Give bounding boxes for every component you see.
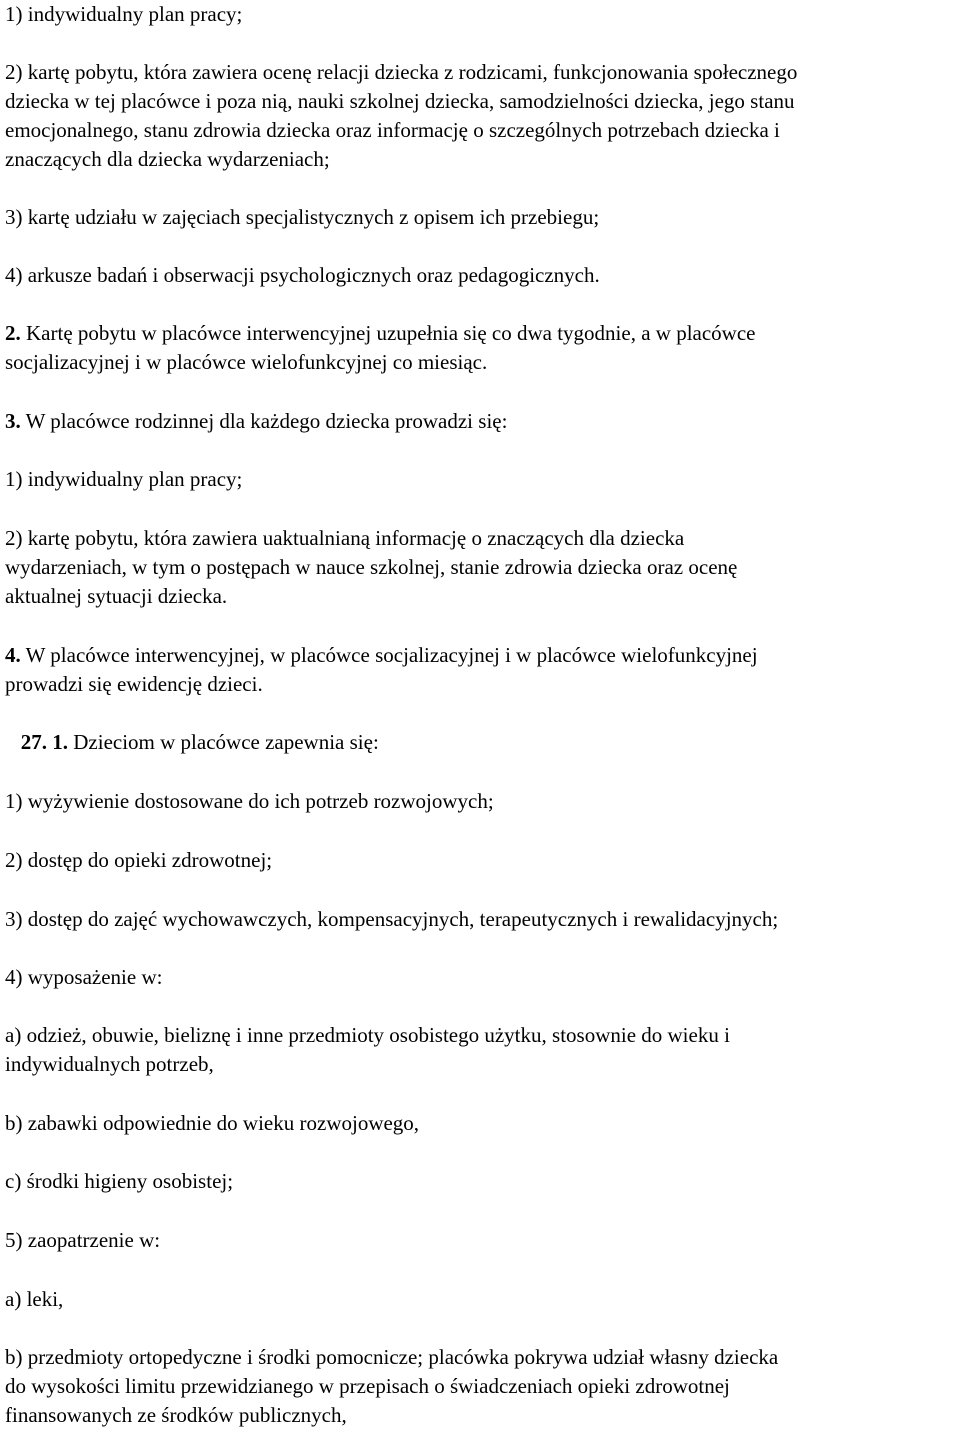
paragraph — [5, 465, 955, 494]
text-line: b) zabawki odpowiednie do wieku rozwojowego, — [5, 1111, 420, 1135]
paragraph — [5, 641, 955, 699]
text-line — [5, 319, 955, 348]
text-line: dziecka w tej placówce i poza nią, nauki szkolnej dziecka, samodzielności dziecka, jego stanu — [5, 89, 795, 113]
paragraph — [5, 1343, 955, 1430]
text-line: a) leki, — [5, 1287, 64, 1311]
text-line: 1) indywidualny plan pracy; — [5, 467, 243, 491]
text-line: b) przedmioty ortopedyczne i środki pomocnicze; placówka pokrywa udział własny dziecka — [5, 1345, 779, 1369]
text-line — [5, 641, 955, 670]
paragraph — [5, 846, 955, 875]
text-line: 2) dostęp do opieki zdrowotnej; — [5, 848, 273, 872]
paragraph — [5, 319, 955, 377]
text-run: W placówce interwencyjnej, w placówce socjalizacyjnej i w placówce wielofunkcyjnej — [20, 643, 758, 667]
paragraph-number: 3. — [5, 409, 21, 433]
text-line: do wysokości limitu przewidzianego w przepisach o świadczeniach opieki zdrowotnej — [5, 1374, 730, 1398]
text-run: Kartę pobytu w placówce interwencyjnej uzupełnia się co dwa tygodnie, a w placówce — [20, 321, 756, 345]
paragraph — [5, 787, 955, 816]
article-number: 27. 1. — [20, 730, 68, 754]
text-line — [5, 728, 955, 757]
text-line: 5) zaopatrzenie w: — [5, 1228, 161, 1252]
paragraph-number: 4. — [5, 643, 21, 667]
text-line: aktualnej sytuacji dziecka. — [5, 584, 228, 608]
text-line: 1) indywidualny plan pracy; — [5, 2, 243, 26]
text-line: c) środki higieny osobistej; — [5, 1169, 234, 1193]
text-line: indywidualnych potrzeb, — [5, 1052, 214, 1076]
paragraph — [5, 1109, 955, 1138]
text-line: 3) kartę udziału w zajęciach specjalistycznych z opisem ich przebiegu; — [5, 205, 600, 229]
paragraph — [5, 1226, 955, 1255]
text-line: 3) dostęp do zajęć wychowawczych, kompensacyjnych, terapeutycznych i rewalidacyjnych; — [5, 907, 779, 931]
text-line: 2) kartę pobytu, która zawiera ocenę relacji dziecka z rodzicami, funkcjonowania społecznego — [5, 60, 798, 84]
paragraph — [5, 0, 955, 29]
text-line: a) odzież, obuwie, bieliznę i inne przedmioty osobistego użytku, stosownie do wieku i — [5, 1023, 730, 1047]
text-run: W placówce rodzinnej dla każdego dziecka prowadzi się: — [20, 409, 508, 433]
paragraph — [5, 407, 955, 436]
text-line: wydarzeniach, w tym o postępach w nauce szkolnej, stanie zdrowia dziecka oraz ocenę — [5, 555, 738, 579]
paragraph — [5, 203, 955, 232]
paragraph — [5, 1021, 955, 1079]
text-line: finansowanych ze środków publicznych, — [5, 1403, 347, 1427]
paragraph — [5, 58, 955, 174]
text-line: 4) arkusze badań i obserwacji psychologicznych oraz pedagogicznych. — [5, 263, 600, 287]
paragraph-number: 2. — [5, 321, 21, 345]
text-line: 2) kartę pobytu, która zawiera uaktualnianą informację o znaczących dla dziecka — [5, 526, 685, 550]
text-line: znaczących dla dziecka wydarzeniach; — [5, 147, 330, 171]
text-line: socjalizacyjnej i w placówce wielofunkcyjnej co miesiąc. — [5, 350, 488, 374]
text-line: 4) wyposażenie w: — [5, 965, 163, 989]
paragraph — [5, 1285, 955, 1314]
text-line: 1) wyżywienie dostosowane do ich potrzeb rozwojowych; — [5, 789, 494, 813]
text-line: prowadzi się ewidencję dzieci. — [5, 672, 263, 696]
paragraph — [5, 261, 955, 290]
text-line — [5, 407, 955, 436]
text-line: emocjonalnego, stanu zdrowia dziecka oraz informację o szczególnych potrzebach dziecka i — [5, 118, 780, 142]
text-run: Dzieciom w placówce zapewnia się: — [68, 730, 379, 754]
paragraph — [5, 905, 955, 934]
paragraph — [5, 1167, 955, 1196]
paragraph — [5, 728, 955, 757]
paragraph — [5, 963, 955, 992]
paragraph — [5, 524, 955, 611]
